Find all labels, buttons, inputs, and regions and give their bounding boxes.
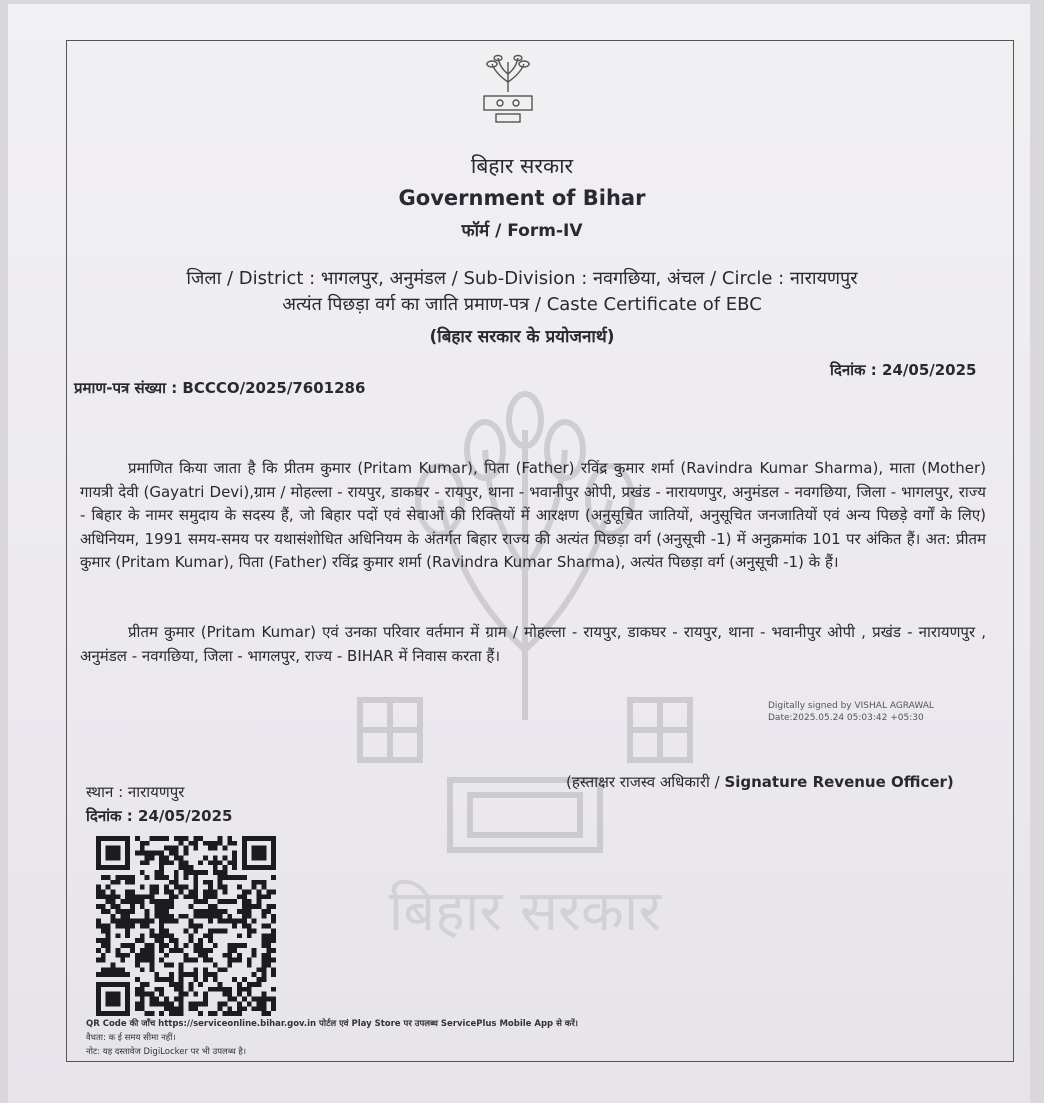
issue-date-top: दिनांक : 24/05/2025: [830, 361, 977, 379]
qr-code-icon[interactable]: [96, 836, 276, 1016]
digital-signature-date: Date:2025.05.24 05:03:42 +05:30: [768, 713, 924, 723]
certificate-type: अत्यंत पिछड़ा वर्ग का जाति प्रमाण-पत्र / Caste Certificate of EBC: [282, 294, 762, 315]
signature-hindi: (हस्ताक्षर राजस्व अधिकारी /: [566, 773, 725, 791]
district-line: जिला / District : भागलपुर, अनुमंडल / Sub-Division : नवगछिया, अंचल / Circle : नारायणपुर: [186, 268, 858, 289]
qr-verification-note: QR Code की जाँच https://serviceonline.bihar.gov.in पोर्टल एवं Play Store पर उपलब्ध ServicePlus Mobile App से करें।: [86, 1019, 579, 1029]
signature-label: [566, 772, 954, 792]
place-label: स्थान : नारायणपुर: [86, 783, 185, 801]
validity-note: वैधता: क ई समय सीमा नहीं।: [86, 1033, 176, 1043]
government-title: Government of Bihar: [398, 186, 646, 210]
issue-date-bottom: दिनांक : 24/05/2025: [86, 807, 233, 825]
bihar-emblem-icon: [478, 52, 538, 132]
certificate-number: प्रमाण-पत्र संख्या : BCCCO/2025/7601286: [74, 379, 366, 397]
certificate-purpose: (बिहार सरकार के प्रयोजनार्थ): [429, 327, 615, 347]
digital-signature-signer: Digitally signed by VISHAL AGRAWAL: [768, 701, 934, 711]
form-label: फॉर्म / Form-IV: [461, 221, 583, 241]
hindi-title: बिहार सरकार: [470, 154, 574, 178]
digital-signature: [768, 700, 934, 724]
signature-english: Signature Revenue Officer): [724, 773, 954, 791]
digilocker-note: नोट: यह दस्तावेज DigiLocker पर भी उपलब्ध है।: [86, 1047, 247, 1057]
residence-paragraph: प्रीतम कुमार (Pritam Kumar) एवं उनका परिवार वर्तमान में ग्राम / मोहल्ला - रायपुर, डाकघर - रायपुर, थाना - भवानीपुर ओपी , प्रखंड - नारायणपुर , अनुमंडल - नवगछिया, जिला - भागलपुर, राज्य - BIHAR में निवास करता हैं।: [80, 623, 986, 665]
certification-paragraph: प्रमाणित किया जाता है कि प्रीतम कुमार (Pritam Kumar), पिता (Father) रविंद्र कुमार शर्मा (Ravindra Kumar Sharma), माता (Mother) गायत्री देवी (Gayatri Devi),ग्राम / मोहल्ला - रायपुर, डाकघर - रायपुर, थाना - भवानीपुर ओपी, प्रखंड - नारायणपुर, अनुमंडल - नवगछिया, जिला - भागलपुर, राज्य - बिहार के नामर समुदाय के सदस्य हैं, जो बिहार पदों एवं सेवाओं की रिक्तियों में आरक्षण (अनुसूचित जातियों, अनुसूचित जनजातियों एवं अन्य पिछड़े वर्गों के लिए) अधिनियम, 1991 समय-समय पर यथासंशोधित अधिनियम के अंतर्गत बिहार राज्य की अत्यंत पिछड़ा वर्ग (अनुसूची -1) में अनुक्रमांक 101 पर अंकित हैं। अत: प्रीतम कुमार (Pritam Kumar), पिता (Father) रविंद्र कुमार शर्मा (Ravindra Kumar Sharma), अत्यंत पिछड़ा वर्ग (अनुसूची -1) के हैं।: [80, 459, 986, 571]
watermark-text: बिहार सरकार: [388, 879, 662, 944]
